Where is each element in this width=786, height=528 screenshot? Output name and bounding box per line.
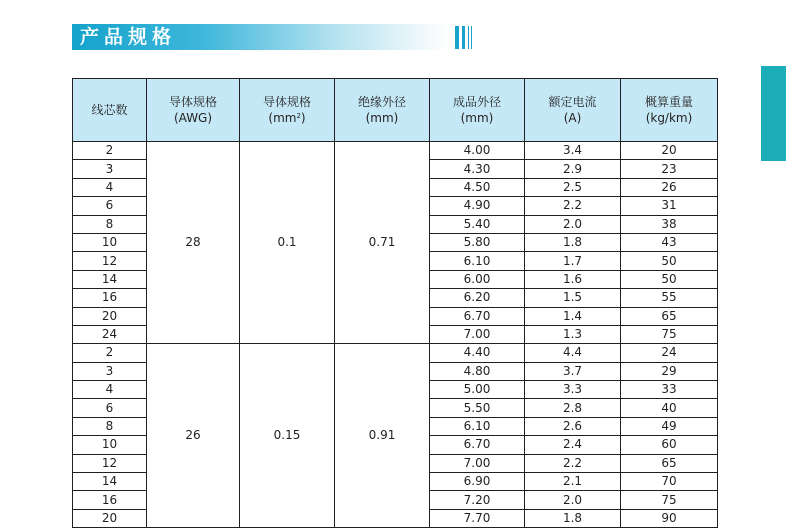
weight-cell: 24 xyxy=(621,344,718,362)
outer-diameter-cell: 7.20 xyxy=(430,491,525,509)
title-decoration-stripe xyxy=(468,26,469,49)
outer-diameter-cell: 5.80 xyxy=(430,233,525,251)
weight-cell: 50 xyxy=(621,252,718,270)
outer-diameter-cell: 7.70 xyxy=(430,509,525,527)
weight-cell: 70 xyxy=(621,473,718,491)
rated-current-cell: 2.4 xyxy=(525,436,621,454)
table-row xyxy=(73,344,718,362)
cores-cell: 24 xyxy=(73,325,147,343)
weight-cell: 75 xyxy=(621,325,718,343)
awg-cell: 28 xyxy=(147,142,240,344)
cores-cell: 2 xyxy=(73,344,147,362)
cores-cell: 16 xyxy=(73,289,147,307)
cores-cell: 12 xyxy=(73,252,147,270)
weight-cell: 50 xyxy=(621,270,718,288)
cores-cell: 20 xyxy=(73,307,147,325)
header-awg: 导体规格 (AWG) xyxy=(147,79,240,142)
title-decoration-stripe xyxy=(455,26,459,49)
header-rated-current: 额定电流 (A) xyxy=(525,79,621,142)
weight-cell: 60 xyxy=(621,436,718,454)
cores-cell: 3 xyxy=(73,362,147,380)
outer-diameter-cell: 6.00 xyxy=(430,270,525,288)
cores-cell: 14 xyxy=(73,270,147,288)
weight-cell: 38 xyxy=(621,215,718,233)
weight-cell: 20 xyxy=(621,142,718,160)
rated-current-cell: 2.0 xyxy=(525,491,621,509)
outer-diameter-cell: 4.40 xyxy=(430,344,525,362)
rated-current-cell: 2.2 xyxy=(525,197,621,215)
cores-cell: 2 xyxy=(73,142,147,160)
rated-current-cell: 2.8 xyxy=(525,399,621,417)
weight-cell: 31 xyxy=(621,197,718,215)
insulation-od-cell: 0.71 xyxy=(335,142,430,344)
rated-current-cell: 2.1 xyxy=(525,473,621,491)
weight-cell: 65 xyxy=(621,454,718,472)
rated-current-cell: 1.3 xyxy=(525,325,621,343)
cores-cell: 6 xyxy=(73,197,147,215)
cores-cell: 10 xyxy=(73,436,147,454)
header-conductor-area: 导体规格 $(mm^2)$ xyxy=(240,79,335,142)
outer-diameter-cell: 7.00 xyxy=(430,325,525,343)
side-color-tab xyxy=(761,66,786,161)
table-header-row xyxy=(73,79,718,142)
header-weight: 概算重量 (kg/km) xyxy=(621,79,718,142)
cores-cell: 3 xyxy=(73,160,147,178)
title-decoration-stripe xyxy=(471,26,472,49)
rated-current-cell: 3.4 xyxy=(525,142,621,160)
weight-cell: 26 xyxy=(621,178,718,196)
weight-cell: 33 xyxy=(621,381,718,399)
outer-diameter-cell: 6.70 xyxy=(430,307,525,325)
cores-cell: 8 xyxy=(73,417,147,435)
cores-cell: 4 xyxy=(73,381,147,399)
rated-current-cell: 1.7 xyxy=(525,252,621,270)
rated-current-cell: 2.5 xyxy=(525,178,621,196)
rated-current-cell: 2.2 xyxy=(525,454,621,472)
title-decoration-stripe xyxy=(462,26,465,49)
outer-diameter-cell: 6.20 xyxy=(430,289,525,307)
weight-cell: 23 xyxy=(621,160,718,178)
cores-cell: 8 xyxy=(73,215,147,233)
cores-cell: 6 xyxy=(73,399,147,417)
rated-current-cell: 2.6 xyxy=(525,417,621,435)
rated-current-cell: 1.5 xyxy=(525,289,621,307)
weight-cell: 75 xyxy=(621,491,718,509)
weight-cell: 55 xyxy=(621,289,718,307)
rated-current-cell: 3.7 xyxy=(525,362,621,380)
outer-diameter-cell: 4.50 xyxy=(430,178,525,196)
outer-diameter-cell: 5.40 xyxy=(430,215,525,233)
cores-cell: 14 xyxy=(73,473,147,491)
outer-diameter-cell: 4.90 xyxy=(430,197,525,215)
weight-cell: 90 xyxy=(621,509,718,527)
spec-table xyxy=(72,78,718,528)
outer-diameter-cell: 5.50 xyxy=(430,399,525,417)
cores-cell: 4 xyxy=(73,178,147,196)
weight-cell: 65 xyxy=(621,307,718,325)
outer-diameter-cell: 6.10 xyxy=(430,417,525,435)
outer-diameter-cell: 5.00 xyxy=(430,381,525,399)
rated-current-cell: 1.8 xyxy=(525,233,621,251)
outer-diameter-cell: 7.00 xyxy=(430,454,525,472)
rated-current-cell: 1.8 xyxy=(525,509,621,527)
cores-cell: 16 xyxy=(73,491,147,509)
header-cores: 线芯数 xyxy=(73,79,147,142)
weight-cell: 40 xyxy=(621,399,718,417)
weight-cell: 43 xyxy=(621,233,718,251)
section-title: 产品规格 xyxy=(80,26,177,48)
outer-diameter-cell: 6.10 xyxy=(430,252,525,270)
outer-diameter-cell: 6.90 xyxy=(430,473,525,491)
weight-cell: 49 xyxy=(621,417,718,435)
weight-cell: 29 xyxy=(621,362,718,380)
header-insulation-od: 绝缘外径 (mm) xyxy=(335,79,430,142)
outer-diameter-cell: 4.80 xyxy=(430,362,525,380)
awg-cell: 26 xyxy=(147,344,240,528)
table-row xyxy=(73,142,718,160)
rated-current-cell: 4.4 xyxy=(525,344,621,362)
outer-diameter-cell: 4.30 xyxy=(430,160,525,178)
rated-current-cell: 2.0 xyxy=(525,215,621,233)
outer-diameter-cell: 4.00 xyxy=(430,142,525,160)
insulation-od-cell: 0.91 xyxy=(335,344,430,528)
rated-current-cell: 3.3 xyxy=(525,381,621,399)
outer-diameter-cell: 6.70 xyxy=(430,436,525,454)
section-title-bar xyxy=(72,24,448,50)
conductor-area-cell: 0.1 xyxy=(240,142,335,344)
cores-cell: 12 xyxy=(73,454,147,472)
rated-current-cell: 2.9 xyxy=(525,160,621,178)
rated-current-cell: 1.6 xyxy=(525,270,621,288)
cores-cell: 10 xyxy=(73,233,147,251)
cores-cell: 20 xyxy=(73,509,147,527)
conductor-area-cell: 0.15 xyxy=(240,344,335,528)
rated-current-cell: 1.4 xyxy=(525,307,621,325)
header-outer-diameter: 成品外径 (mm) xyxy=(430,79,525,142)
